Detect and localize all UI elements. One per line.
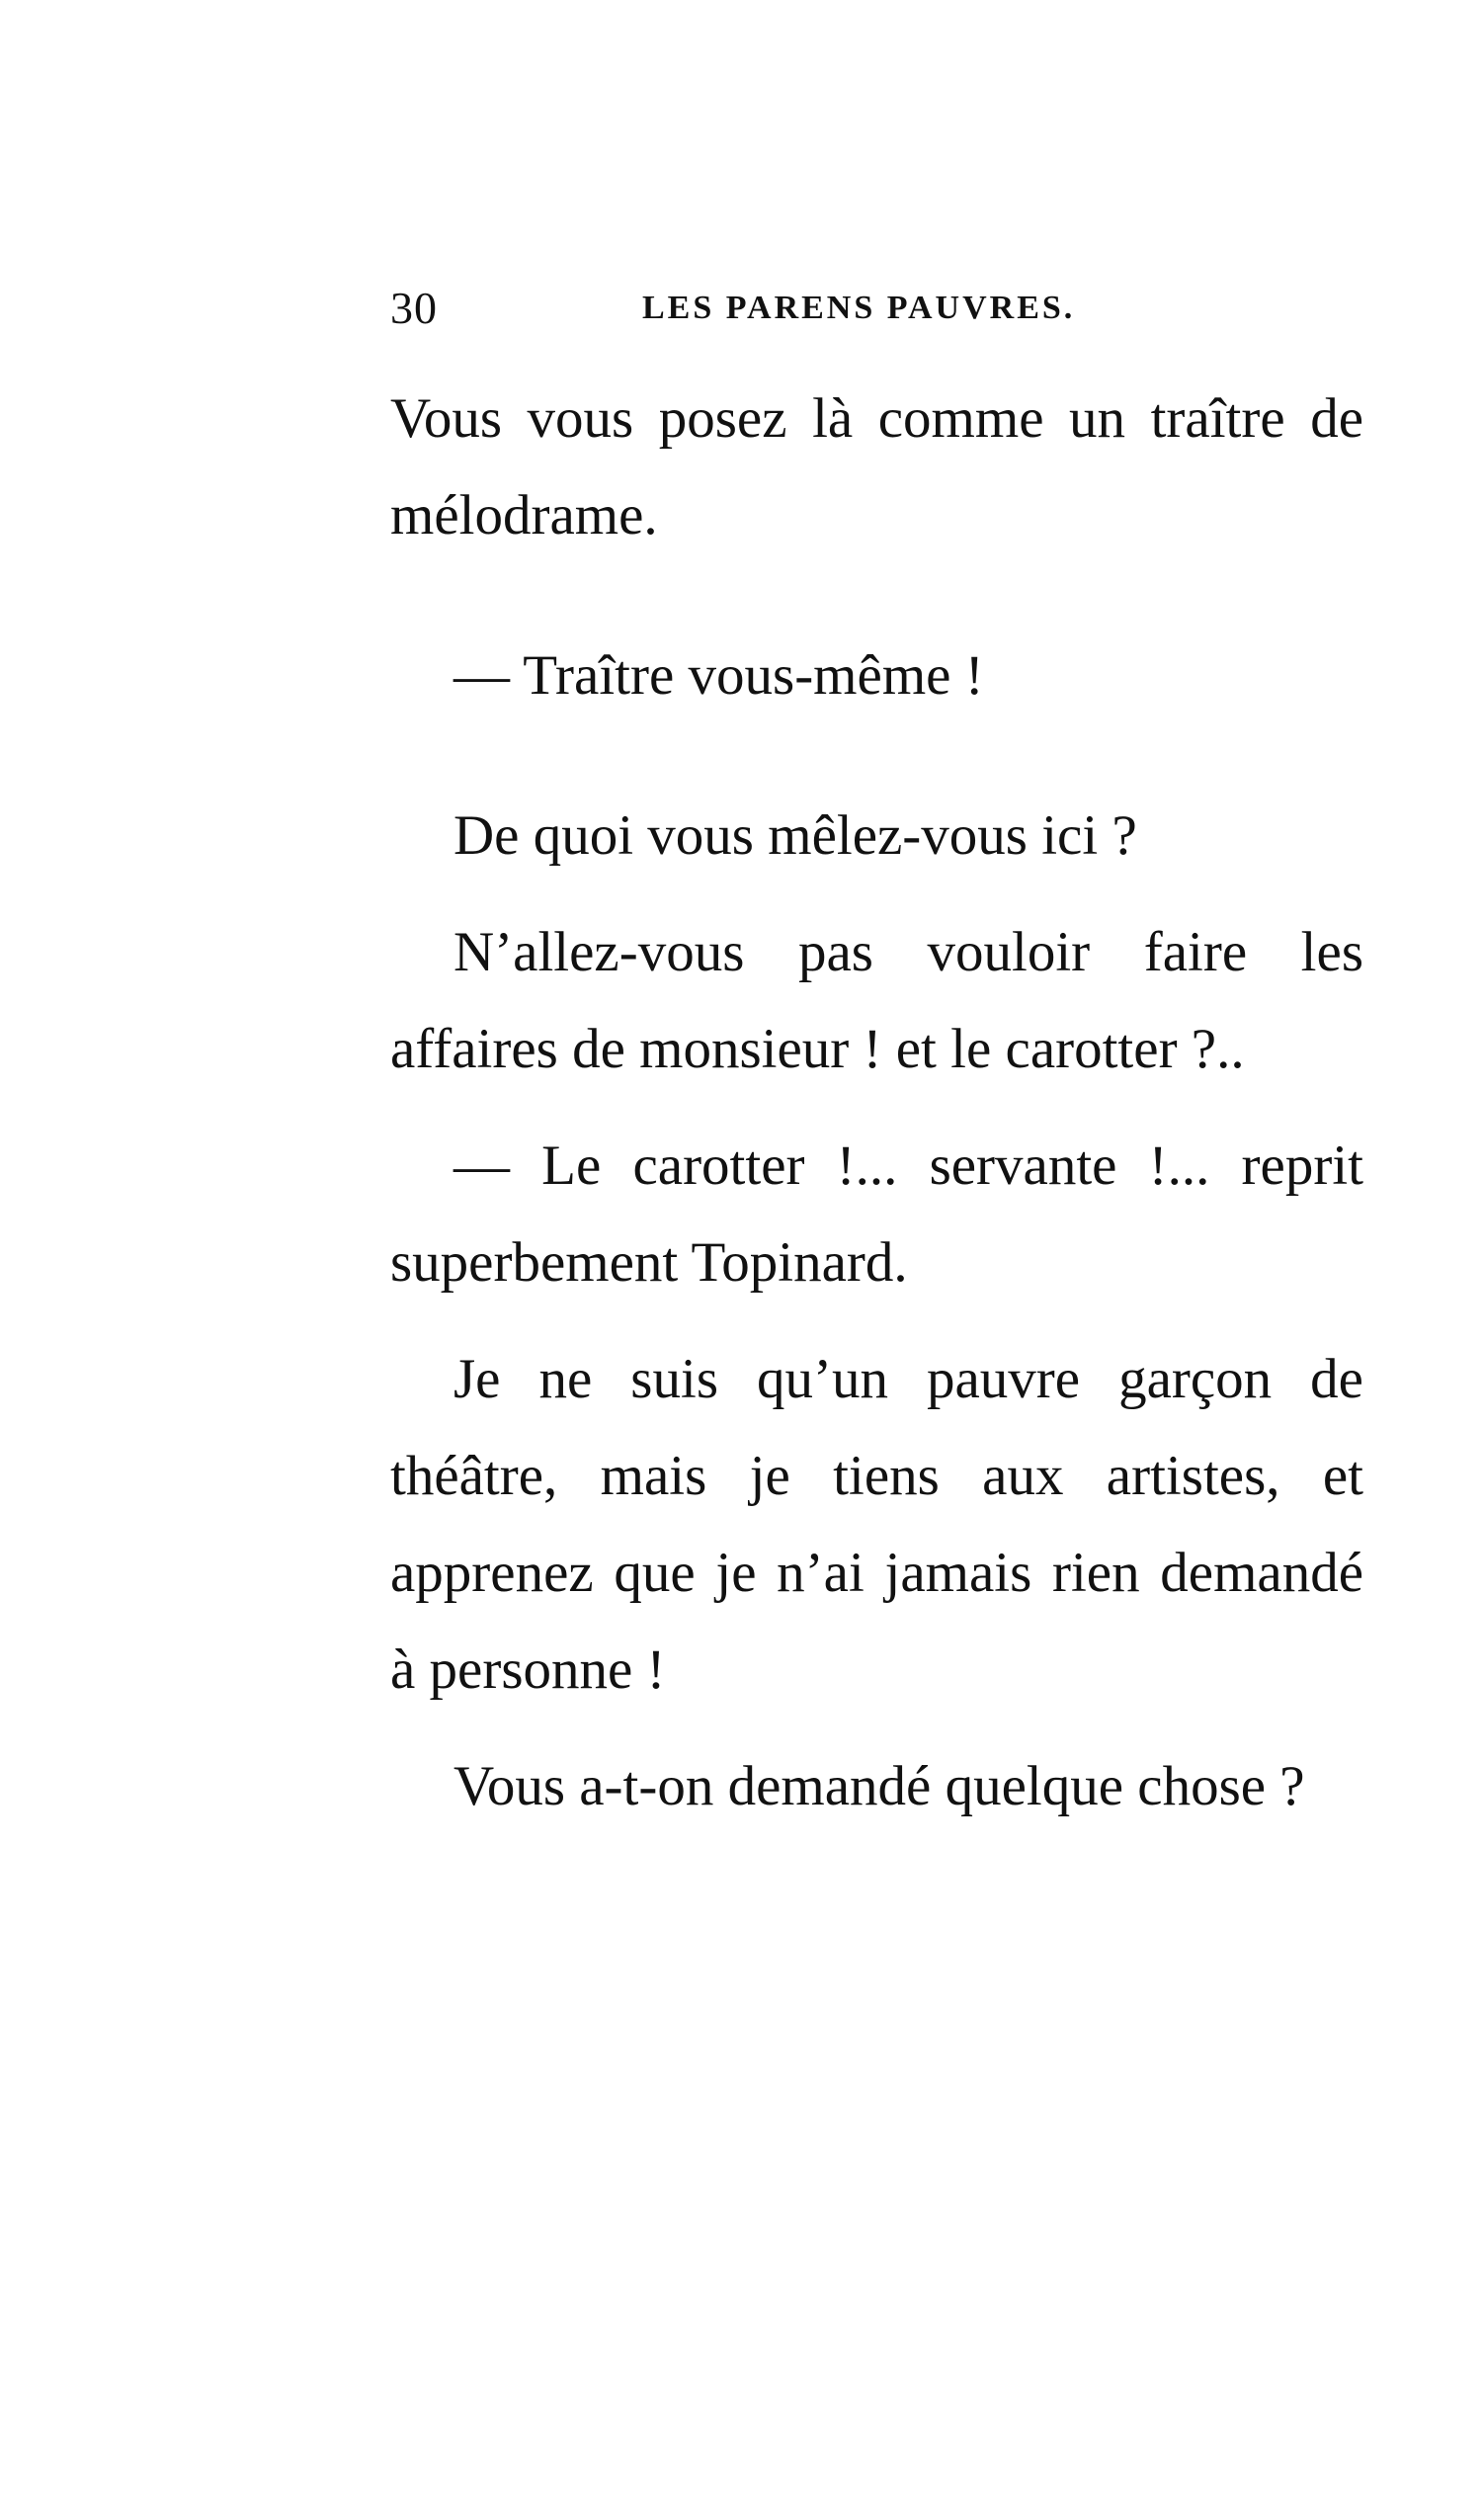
running-head bbox=[390, 282, 1393, 341]
running-title: LES PARENS PAUVRES. bbox=[642, 290, 1076, 326]
paragraph-2: — Traître vous-même ! bbox=[453, 644, 984, 707]
paragraph-5: — Le carotter !... servante !... reprit superbement Topinard. bbox=[390, 1134, 1363, 1294]
paragraph-3: De quoi vous mêlez-vous ici ? bbox=[453, 804, 1137, 867]
paragraph-1: Vous vous posez là comme un traître de mélodrame. bbox=[390, 387, 1363, 546]
paragraph-7: Vous a-t-on demandé quelque chose ? bbox=[453, 1755, 1305, 1817]
paragraph-4: N’allez-vous pas vouloir faire les affaires de monsieur ! et le carotter ?.. bbox=[390, 921, 1363, 1080]
body-text bbox=[390, 371, 1363, 1835]
page-number: 30 bbox=[390, 283, 438, 333]
paragraph-6: Je ne suis qu’un pauvre garçon de théâtre, mais je tiens aux artistes, et apprenez que je n’ai jamais rien demandé à personne ! bbox=[390, 1348, 1363, 1701]
